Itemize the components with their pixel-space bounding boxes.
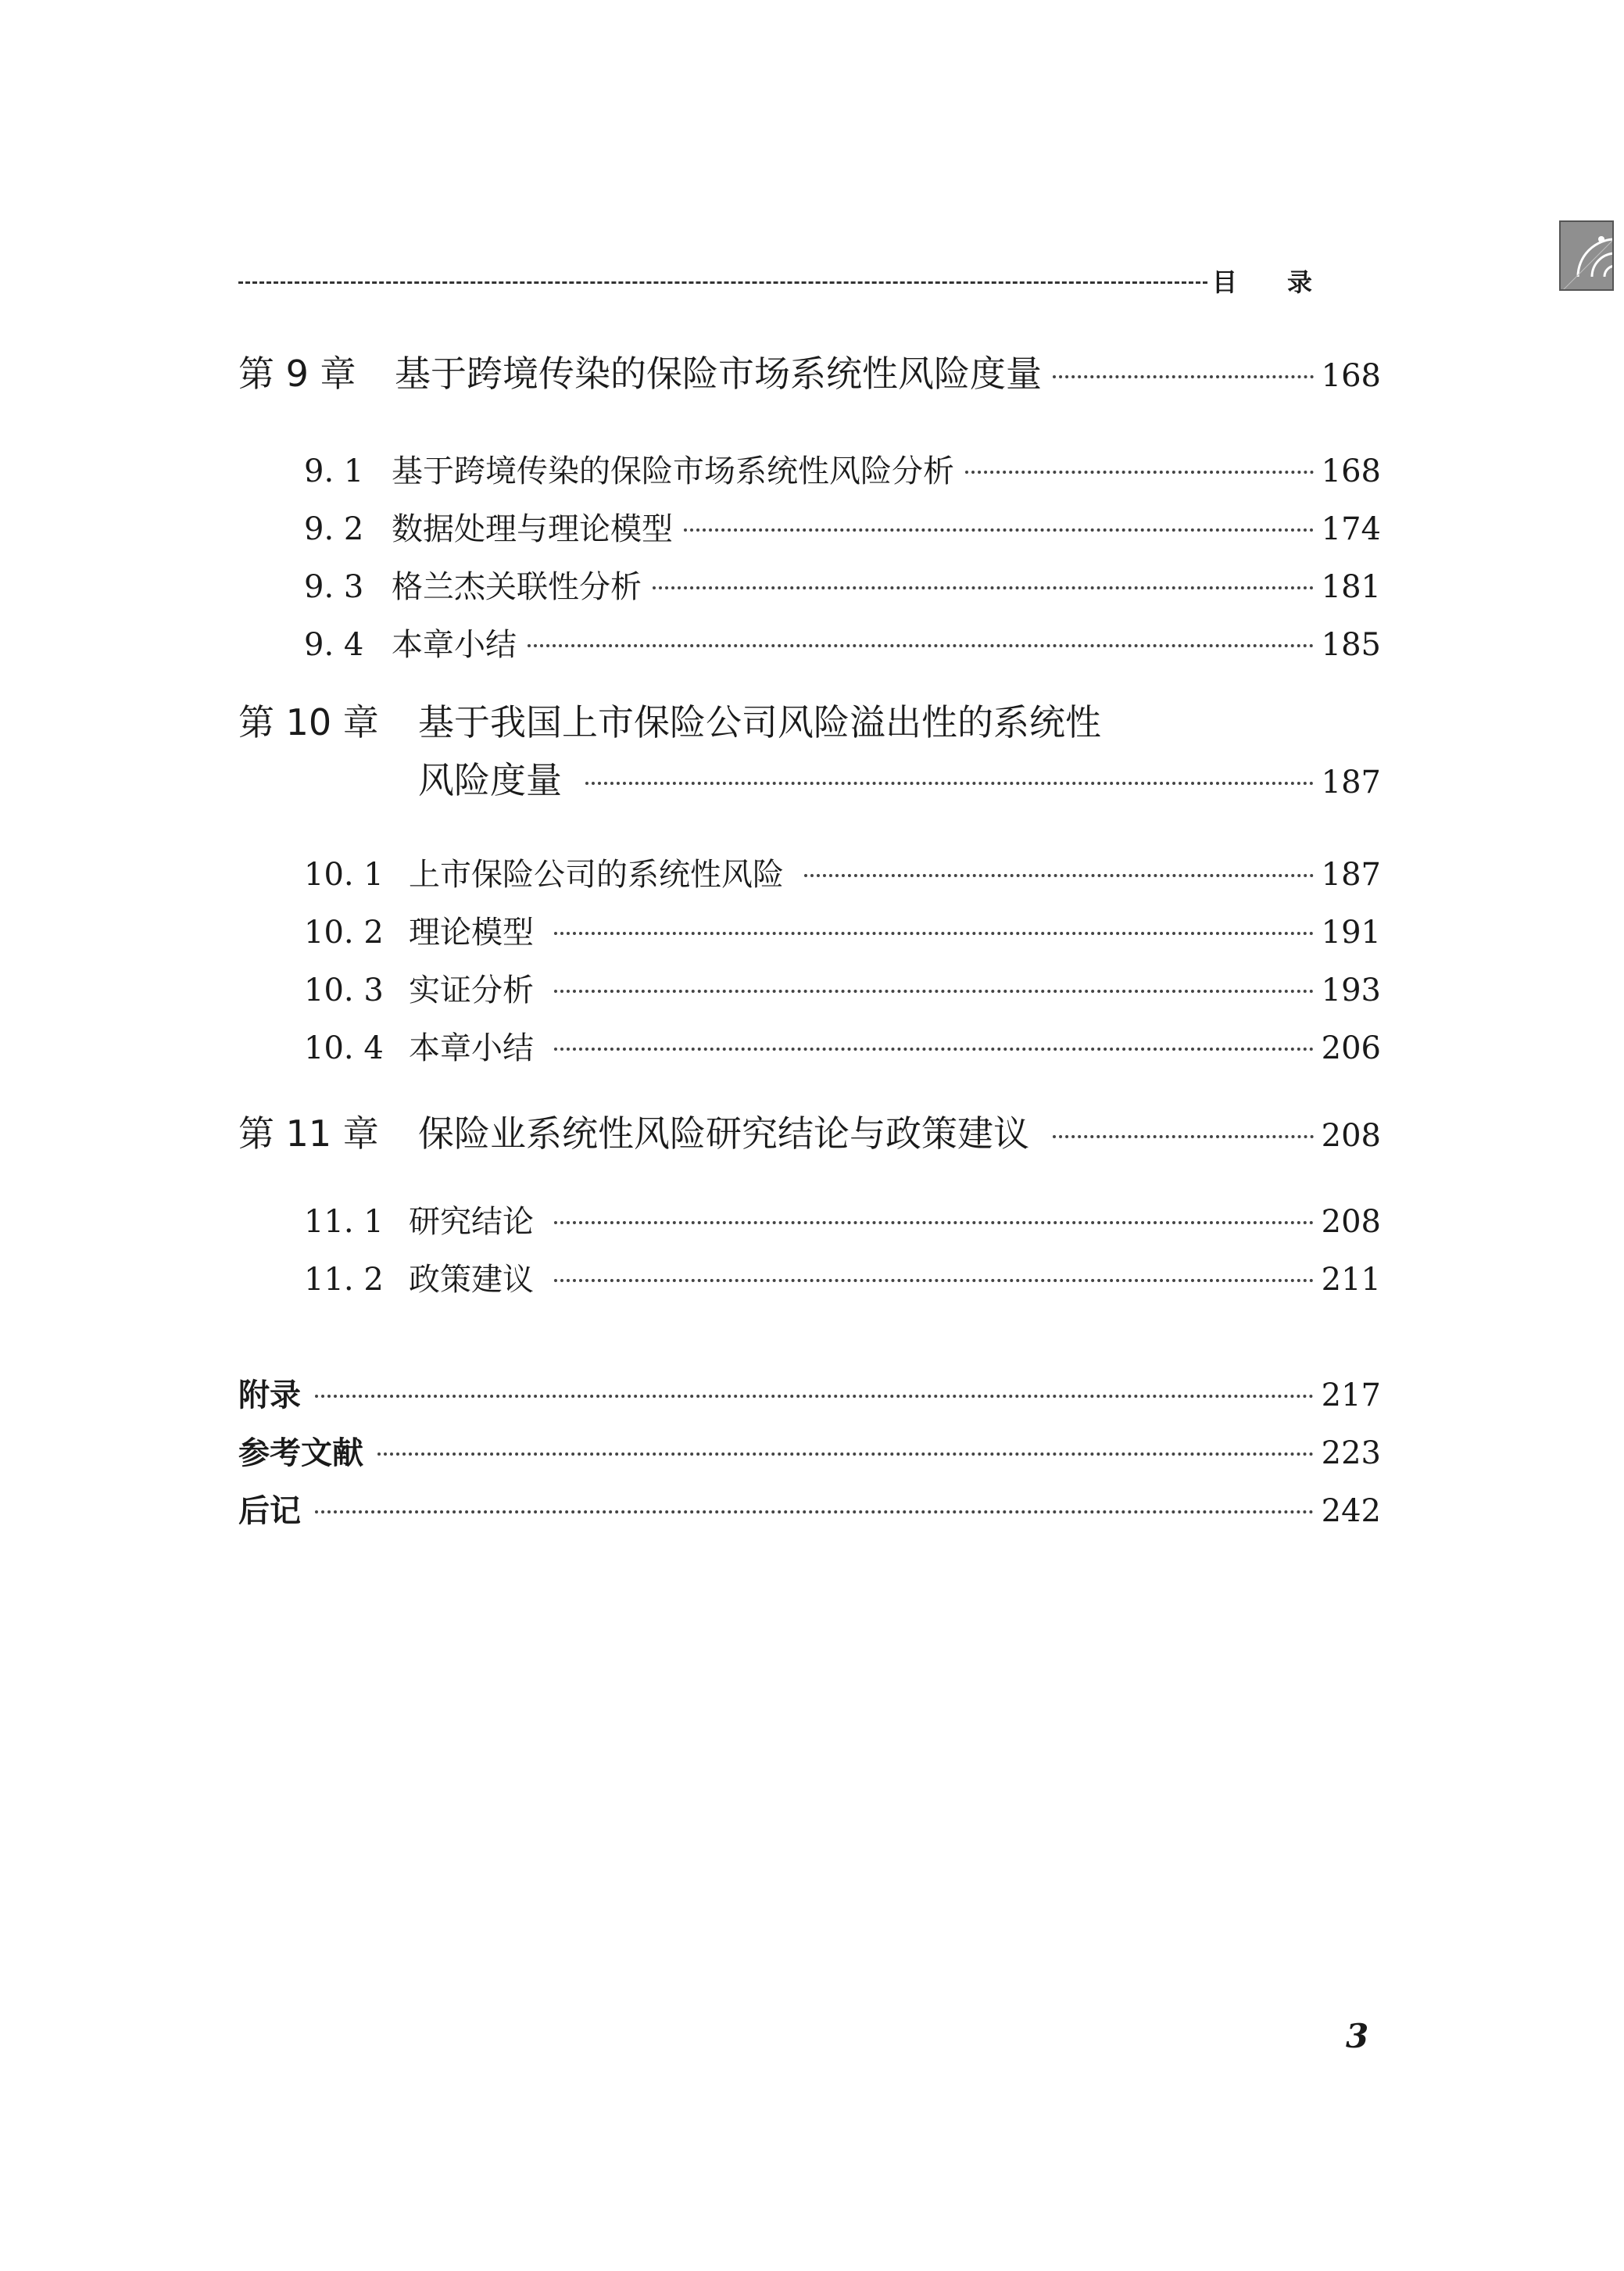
toc-chapter-10-line1[interactable]	[238, 694, 1101, 746]
section-number: 10. 4	[304, 1030, 384, 1066]
section-page: 168	[1321, 453, 1381, 489]
dot-leader	[315, 1395, 1314, 1398]
section-title: 上市保险公司的系统性风险	[409, 857, 784, 893]
section-page: 211	[1321, 1262, 1381, 1298]
dot-leader	[684, 528, 1314, 532]
dot-leader	[377, 1453, 1314, 1456]
chapter-title: 保险业系统性风险研究结论与政策建议	[418, 1112, 1029, 1155]
toc-chapter-9[interactable]	[238, 335, 1381, 397]
dot-leader	[653, 586, 1314, 589]
chapter-page: 168	[1321, 358, 1381, 394]
section-title: 实证分析	[409, 973, 534, 1008]
dot-leader	[965, 471, 1314, 474]
section-number: 11. 2	[304, 1262, 384, 1298]
chapter-title: 基于跨境传染的保险市场系统性风险度量	[395, 353, 1042, 395]
chapter-number: 第 11 章	[238, 1112, 379, 1155]
section-number: 9. 3	[304, 569, 364, 605]
toc-section-10-2[interactable]	[238, 890, 1381, 952]
concentric-arcs-corner-icon	[1559, 220, 1614, 291]
chapter-number: 第 9 章	[238, 353, 356, 395]
section-number: 10. 3	[304, 973, 384, 1008]
dot-leader	[554, 1048, 1314, 1051]
dot-leader	[528, 644, 1314, 647]
section-page: 206	[1321, 1030, 1381, 1066]
section-number: 9. 2	[304, 511, 364, 547]
toc-section-10-4[interactable]	[238, 1005, 1381, 1068]
toc-references[interactable]	[238, 1410, 1381, 1473]
backmatter-page: 223	[1321, 1435, 1381, 1471]
toc-section-11-2[interactable]	[238, 1237, 1381, 1299]
section-title: 政策建议	[409, 1262, 534, 1298]
toc-section-9-3[interactable]	[238, 544, 1381, 607]
toc-section-10-1[interactable]	[238, 832, 1381, 894]
section-number: 10. 1	[304, 857, 384, 893]
dot-leader	[804, 874, 1314, 877]
toc-chapter-10-line2[interactable]	[238, 741, 1381, 804]
toc-chapter-11[interactable]	[238, 1094, 1381, 1157]
section-page: 208	[1321, 1204, 1381, 1240]
backmatter-title: 附录	[238, 1377, 301, 1413]
page-number: 3	[1346, 2017, 1369, 2055]
backmatter-title: 参考文献	[238, 1435, 363, 1471]
toc-section-9-2[interactable]	[238, 486, 1381, 549]
chapter-number: 第 10 章	[238, 701, 379, 743]
section-title: 基于跨境传染的保险市场系统性风险分析	[392, 453, 954, 489]
dot-leader	[1053, 375, 1314, 378]
toc-section-11-1[interactable]	[238, 1179, 1381, 1241]
backmatter-page: 242	[1321, 1493, 1381, 1529]
section-page: 185	[1321, 627, 1381, 663]
section-number: 9. 4	[304, 627, 364, 663]
dot-leader	[554, 932, 1314, 935]
chapter-page: 208	[1321, 1118, 1381, 1154]
toc-appendix[interactable]	[238, 1352, 1381, 1415]
dot-leader	[554, 1279, 1314, 1282]
section-page: 174	[1321, 511, 1381, 547]
backmatter-title: 后记	[238, 1493, 301, 1529]
section-number: 10. 2	[304, 915, 384, 951]
section-page: 191	[1321, 915, 1381, 951]
section-number: 9. 1	[304, 453, 364, 489]
chapter-page: 187	[1321, 765, 1381, 801]
section-title: 格兰杰关联性分析	[392, 569, 642, 605]
section-page: 193	[1321, 973, 1381, 1008]
toc-section-9-1[interactable]	[238, 428, 1381, 491]
section-title: 本章小结	[392, 627, 517, 663]
header-dashed-rule	[238, 281, 1207, 284]
backmatter-page: 217	[1321, 1377, 1381, 1413]
dot-leader	[1053, 1135, 1314, 1138]
toc-section-10-3[interactable]	[238, 947, 1381, 1010]
section-page: 181	[1321, 569, 1381, 605]
section-title: 理论模型	[409, 915, 534, 951]
toc-afterword[interactable]	[238, 1468, 1381, 1531]
dot-leader	[585, 782, 1314, 785]
chapter-title-continued: 风险度量	[418, 759, 562, 801]
dot-leader	[315, 1510, 1314, 1513]
header-label-mu: 目	[1212, 267, 1238, 297]
header-label-lu: 录	[1287, 267, 1313, 297]
chapter-title: 基于我国上市保险公司风险溢出性的系统性	[418, 701, 1101, 743]
dot-leader	[554, 1221, 1314, 1224]
section-number: 11. 1	[304, 1204, 384, 1240]
dot-leader	[554, 990, 1314, 993]
toc-section-9-4[interactable]	[238, 602, 1381, 664]
running-header	[238, 255, 1381, 302]
section-page: 187	[1321, 857, 1381, 893]
section-title: 数据处理与理论模型	[392, 511, 673, 547]
section-title: 本章小结	[409, 1030, 534, 1066]
section-title: 研究结论	[409, 1204, 534, 1240]
